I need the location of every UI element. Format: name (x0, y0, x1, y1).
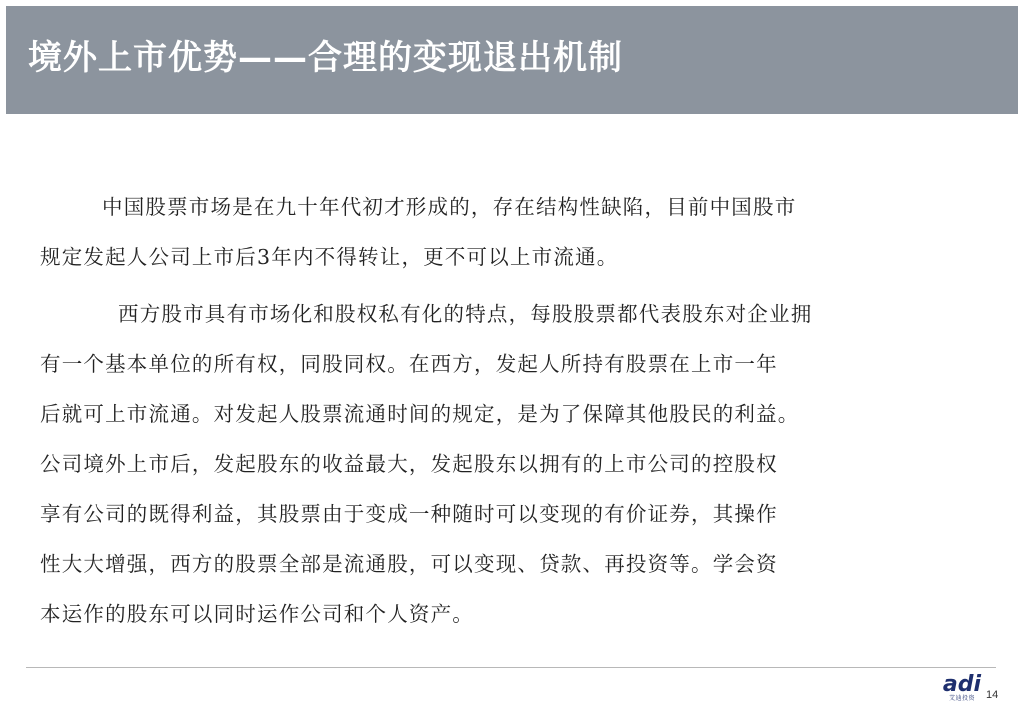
text-line: 后就可上市流通。对发起人股票流通时间的规定，是为了保障其他股民的利益。 (40, 402, 800, 426)
adi-logo-icon (942, 672, 982, 694)
logo-subtext: 艾迪投资 (948, 695, 975, 702)
slide-title: 境外上市优势——合理的变现退出机制 (28, 38, 623, 78)
page-number: 14 (986, 689, 999, 701)
company-logo (942, 672, 982, 704)
text-line: 有一个基本单位的所有权，同股同权。在西方，发起人所持有股票在上市一年 (40, 352, 778, 376)
text-line: 本运作的股东可以同时运作公司和个人资产。 (40, 602, 474, 626)
paragraph-2 (40, 289, 980, 639)
text-line: 公司境外上市后，发起股东的收益最大，发起股东以拥有的上市公司的控股权 (40, 452, 778, 476)
text-line: 中国股票市场是在九十年代初才形成的，存在结构性缺陷，目前中国股市 (102, 195, 797, 219)
footer-divider (26, 667, 996, 668)
slide-content (40, 182, 980, 639)
logo-wordmark: adi (942, 672, 982, 694)
text-line: 西方股市具有市场化和股权私有化的特点，每股股票都代表股东对企业拥 (118, 302, 813, 326)
text-line: 规定发起人公司上市后3年内不得转让，更不可以上市流通。 (40, 245, 619, 269)
text-line: 享有公司的既得利益，其股票由于变成一种随时可以变现的有价证券，其操作 (40, 502, 778, 526)
title-bar (6, 6, 1018, 114)
paragraph-1 (40, 182, 980, 282)
text-line: 性大大增强，西方的股票全部是流通股，可以变现、贷款、再投资等。学会资 (40, 552, 778, 576)
